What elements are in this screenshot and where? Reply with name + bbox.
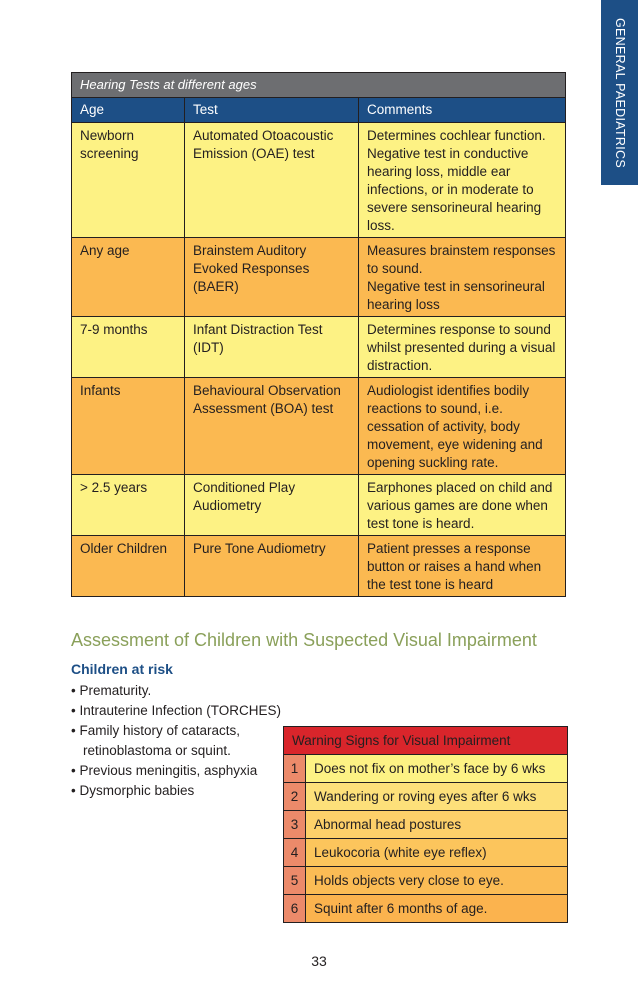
table-row xyxy=(72,475,566,536)
table-row xyxy=(72,536,566,597)
page-number: 33 xyxy=(311,953,327,969)
list-item: • Previous meningitis, asphyxia xyxy=(71,763,258,778)
list-item: • Family history of cataracts, retinoblastoma or squint. xyxy=(71,723,241,758)
table-row xyxy=(284,867,568,895)
row-number: 2 xyxy=(284,783,306,811)
table-row xyxy=(72,317,566,378)
cell-comments: Earphones placed on child and various games are done when test tone is heard. xyxy=(359,475,566,536)
warning-table-title: Warning Signs for Visual Impairment xyxy=(284,727,568,755)
list-item: • Intrauterine Infection (TORCHES) xyxy=(71,703,282,718)
list-item: • Prematurity. xyxy=(71,683,152,698)
hearing-table-caption: Hearing Tests at different ages xyxy=(72,73,566,98)
side-tab-label: GENERAL PAEDIATRICS xyxy=(612,17,627,168)
cell-comments: Determines response to sound whilst presented during a visual distraction. xyxy=(359,317,566,378)
section-side-tab xyxy=(601,0,638,185)
warning-signs-table xyxy=(283,726,568,923)
row-number: 4 xyxy=(284,839,306,867)
cell-comments: Determines cochlear function. Negative test in conductive hearing loss, middle ear infections, or in moderate to severe sensorineural hearing loss. xyxy=(359,123,566,238)
table-row xyxy=(284,811,568,839)
row-number: 3 xyxy=(284,811,306,839)
risk-heading: Children at risk xyxy=(71,661,173,677)
section-heading: Assessment of Children with Suspected Visual Impairment xyxy=(71,630,537,650)
warning-sign: Does not fix on mother’s face by 6 wks xyxy=(306,755,568,783)
table-row xyxy=(72,123,566,238)
cell-age: Any age xyxy=(72,238,185,317)
cell-test: Behavioural Observation Assessment (BOA) test xyxy=(185,378,359,475)
hearing-tests-table xyxy=(71,72,566,597)
list-item: • Dysmorphic babies xyxy=(71,783,195,798)
cell-test: Brainstem Auditory Evoked Responses (BAER) xyxy=(185,238,359,317)
row-number: 1 xyxy=(284,755,306,783)
row-number: 5 xyxy=(284,867,306,895)
cell-age: Older Children xyxy=(72,536,185,597)
column-header-age: Age xyxy=(72,98,185,123)
row-number: 6 xyxy=(284,895,306,923)
warning-sign: Squint after 6 months of age. xyxy=(306,895,568,923)
cell-comments: Patient presses a response button or raises a hand when the test tone is heard xyxy=(359,536,566,597)
cell-test: Pure Tone Audiometry xyxy=(185,536,359,597)
cell-age: Infants xyxy=(72,378,185,475)
table-row xyxy=(284,895,568,923)
cell-comments: Measures brainstem responses to sound. Negative test in sensorineural hearing loss xyxy=(359,238,566,317)
warning-sign: Leukocoria (white eye reflex) xyxy=(306,839,568,867)
table-row xyxy=(72,238,566,317)
cell-test: Conditioned Play Audiometry xyxy=(185,475,359,536)
cell-comments: Audiologist identifies bodily reactions to sound, i.e. cessation of activity, body movement, eye widening and opening suckling rate. xyxy=(359,378,566,475)
warning-sign: Holds objects very close to eye. xyxy=(306,867,568,895)
risk-list xyxy=(71,681,286,801)
table-row xyxy=(72,378,566,475)
table-row xyxy=(284,755,568,783)
warning-sign: Abnormal head postures xyxy=(306,811,568,839)
column-header-test: Test xyxy=(185,98,359,123)
cell-test: Automated Otoacoustic Emission (OAE) test xyxy=(185,123,359,238)
table-row xyxy=(284,783,568,811)
column-header-comments: Comments xyxy=(359,98,566,123)
table-row xyxy=(284,839,568,867)
warning-sign: Wandering or roving eyes after 6 wks xyxy=(306,783,568,811)
cell-test: Infant Distraction Test (IDT) xyxy=(185,317,359,378)
cell-age: 7-9 months xyxy=(72,317,185,378)
cell-age: Newborn screening xyxy=(72,123,185,238)
cell-age: > 2.5 years xyxy=(72,475,185,536)
